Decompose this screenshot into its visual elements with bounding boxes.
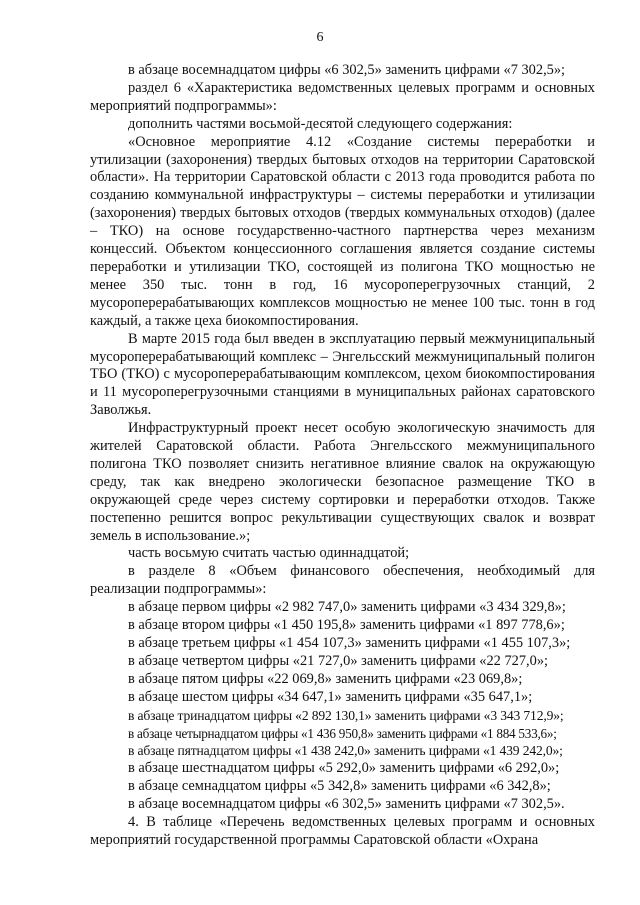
amendment-line: в абзаце шестом цифры «34 647,1» заменить цифрами «35 647,1»; <box>128 688 533 705</box>
paragraph: в разделе 8 «Объем финансового обеспечения, необходимый для реализации подпрограммы»: <box>90 563 595 598</box>
amendment-line: в абзаце семнадцатом цифры «5 342,8» заменить цифрами «6 342,8»; <box>128 778 551 795</box>
amendment-line: в абзаце восемнадцатом цифры «6 302,5» заменить цифрами «7 302,5». <box>128 796 565 813</box>
paragraph: дополнить частями восьмой-десятой следующего содержания: <box>128 115 513 132</box>
amendment-line: в абзаце втором цифры «1 450 195,8» заменить цифрами «1 897 778,6»; <box>128 617 565 634</box>
amendment-line: в абзаце тринадцатом цифры «2 892 130,1» заменить цифрами «3 343 712,9»; <box>128 707 564 723</box>
document-body <box>90 62 595 850</box>
paragraph: раздел 6 «Характеристика ведомственных целевых программ и основных мероприятий подпрограммы»: <box>90 79 595 114</box>
amendment-line: в абзаце шестнадцатом цифры «5 292,0» заменить цифрами «6 292,0»; <box>128 760 560 777</box>
page-number: 6 <box>316 30 324 45</box>
amendment-line: в абзаце четвертом цифры «21 727,0» заменить цифрами «22 727,0»; <box>128 652 549 669</box>
paragraph: 4. В таблице «Перечень ведомственных целевых программ и основных мероприятий государственной программы Саратовской области «Охрана <box>90 814 595 848</box>
paragraph: «Основное мероприятие 4.12 «Создание системы переработки и утилизации (захоронения) твердых бытовых отходов на территории Саратовской области». На территории Саратовской области с 2013 года проводится работа по созданию коммунальной инфраструктуры – системы переработки и утилизации (захоронения) твердых бытовых отходов (твердых коммунальных отходов) (далее – ТКО) на основе государственно-частного партнерства через механизм концессий. Объектом концессионного соглашения является создание системы переработки и утилизации ТКО, состоящей из полигона ТКО мощностью не менее 350 тыс. тонн в год, 16 мусороперегрузочных станций, 2 мусороперерабатывающих комплексов мощностью не менее 100 тыс. тонн в год каждый, а также цеха биокомпостирования. <box>90 133 595 329</box>
paragraph: Инфраструктурный проект несет особую экологическую значимость для жителей Саратовской области. Работа Энгельсского межмуниципального полигона ТКО позволяет снизить негативное влияние свалок на окружающую среду, так как внедрено экологически безопасное размещение ТКО в окружающей среде через систему сортировки и переработки отходов. Также постепенно решится вопрос рекультивации существующих свалок и возврат земель в использование.»; <box>90 420 595 544</box>
amendment-line: в абзаце пятнадцатом цифры «1 438 242,0» заменить цифрами «1 439 242,0»; <box>128 743 563 759</box>
paragraph: в абзаце восемнадцатом цифры «6 302,5» заменить цифрами «7 302,5»; <box>128 62 566 78</box>
amendment-line: в абзаце третьем цифры «1 454 107,3» заменить цифрами «1 455 107,3»; <box>128 635 571 651</box>
amendment-line: в абзаце первом цифры «2 982 747,0» заменить цифрами «3 434 329,8»; <box>128 599 566 616</box>
amendment-line: в абзаце четырнадцатом цифры «1 436 950,8» заменить цифрами «1 884 533,6»; <box>128 725 557 741</box>
paragraph: В марте 2015 года был введен в эксплуатацию первый межмуниципальный мусороперерабатывающий комплекс – Энгельсский межмуниципальный полигон ТБО (ТКО) с мусороперерабатывающим комплексом, цехом биокомпостирования и 11 мусороперегрузочными станциями в муниципальных районах саратовского Заволжья. <box>90 330 595 419</box>
paragraph: часть восьмую считать частью одиннадцатой; <box>128 545 410 562</box>
amendment-line: в абзаце пятом цифры «22 069,8» заменить цифрами «23 069,8»; <box>128 670 523 687</box>
